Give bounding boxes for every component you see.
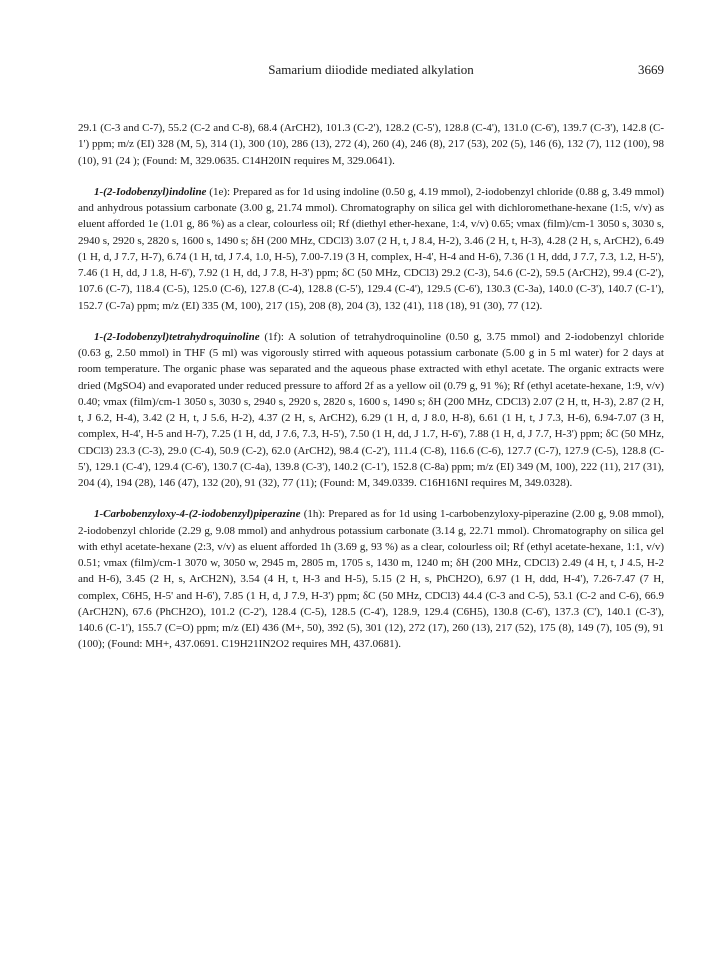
paragraph-text: 29.1 (C-3 and C-7), 55.2 (C-2 and C-8), 68.4 (ArCH2), 101.3 (C-2'), 128.2 (C-5'), 128.8 (C-4'), 131.0 (C-6'), 139.7 (C-3'), 142.8 (C-1') ppm; m/z (EI) 328 (M, 5), 314 (1), 300 (10), 286 (13), 272 (4), 260 (4), 246 (8), 217 (53), 202 (5), 146 (6), 132 (7), 112 (100), 98 (10), 91 (24 ); (Found: M, 329.0635. C14H20IN requires M, 329.0641). [78,122,664,167]
compound-name: 1-Carbobenzyloxy-4-(2-iodobenzyl)piperazine [94,508,301,521]
paragraph-1e [78,184,664,314]
compound-name: 1-(2-Iodobenzyl)tetrahydroquinoline [94,330,260,343]
paragraph-text: (1f): A solution of tetrahydroquinoline (0.50 g, 3.75 mmol) and 2-iodobenzyl chloride (0.63 g, 2.50 mmol) in THF (5 ml) was vigorously stirred with aqueous potassium carbonate (5.00 g in 5 ml water) for 2 days at room temperature. The organic phase was separated and the aqueous phase extracted with ethyl acetate. The organic extracts were dried (MgSO4) and evaporated under reduced pressure to afford 2f as a yellow oil (0.79 g, 91 %); Rf (ethyl acetate-hexane, 1:9, v/v) 0.40; νmax (film)/cm-1 3050 s, 3030 s, 2940 s, 2920 s, 2820 s, 1600 s, 1490 s; δH (200 MHz, CDCl3) 2.07 (2 H, tt, H-3), 2.87 (2 H, t, J 6.2, H-4), 3.42 (2 H, t, J 5.6, H-2), 4.37 (2 H, s, ArCH2), 6.29 (1 H, d, J 8.0, H-8), 6.61 (1 H, t, J 7.3, H-6), 6.94-7.07 (3 H, complex, H-4', H-5 and H-7), 7.25 (1 H, dd, J 7.6, 7.3, H-5'), 7.50 (1 H, dd, J 1.7, H-6'), 7.88 (1 H, d, J 7.7, H-3') ppm; δC (50 MHz, CDCl3) 23.3 (C-3), 29.0 (C-4), 50.9 (C-2), 62.0 (ArCH2), 98.4 (C-2'), 111.4 (C-8), 116.6 (C-6), 127.7 (C-7), 127.9 (C-5), 128.8 (C-5'), 129.1 (C-4'), 129.4 (C-6'), 130.7 (C-4a), 139.8 (C-3'), 140.2 (C-1'), 152.8 (C-8a) ppm; m/z (EI) 349 (M, 100), 222 (11), 217 (31), 204 (4), 194 (28), 146 (47), 132 (20), 91 (32), 77 (11); (Found: M, 349.0339. C16H16NI requires M, 349.0328). [78,330,664,489]
compound-name: 1-(2-Iodobenzyl)indoline [94,185,207,198]
paragraph-continuation [78,120,664,169]
running-header [78,62,664,82]
article-body [78,120,664,668]
paragraph-1f [78,329,664,492]
paragraph-text: (1e): Prepared as for 1d using indoline (0.50 g, 4.19 mmol), 2-iodobenzyl chloride (0.88 g, 3.49 mmol) and anhydrous potassium carbonate (3.00 g, 21.74 mmol). Chromatography on silica gel with dichloromethane-hexane (1:5, v/v) as eluent afforded 1e (1.01 g, 86 %) as a clear, colourless oil; Rf (diethyl ether-hexane, 1:4, v/v) 0.65; νmax (film)/cm-1 3050 s, 3030 s, 2940 s, 2920 s, 2820 s, 1600 s, 1490 s; δH (200 MHz, CDCl3) 3.07 (2 H, t, J 8.4, H-2), 3.46 (2 H, t, H-3), 4.28 (2 H, s, ArCH2), 6.49 (1 H, d, J 7.7, H-7), 6.74 (1 H, td, J 7.4, 1.0, H-5), 7.00-7.19 (3 H, complex, H-4', H-4 and H-6), 7.36 (1 H, ddd, J 7.7, 7.3, 1.2, H-5'), 7.46 (1 H, dd, J 1.8, H-6'), 7.92 (1 H, dd, J 7.8, H-3') ppm; δC (50 MHz, CDCl3) 29.2 (C-3), 54.6 (C-2), 59.5 (ArCH2), 99.4 (C-2'), 107.6 (C-7), 118.4 (C-5), 125.0 (C-6), 127.8 (C-4), 128.8 (C-5'), 129.4 (C-4'), 129.5 (C-6'), 130.3 (C-3a), 140.0 (C-3'), 140.7 (C-1'), 152.7 (C-7a) ppm; m/z (EI) 335 (M, 100), 217 (15), 208 (8), 204 (3), 132 (41), 118 (18), 91 (30), 77 (12). [78,185,664,312]
page-number: 3669 [638,62,664,77]
running-title: Samarium diiodide mediated alkylation [268,62,474,77]
paragraph-text: (1h): Prepared as for 1d using 1-carbobenzyloxy-piperazine (2.00 g, 9.08 mmol), 2-iodobenzyl chloride (2.29 g, 9.08 mmol) and anhydrous potassium carbonate (3.14 g, 22.71 mmol). Chromatography on silica gel with ethyl acetate-hexane (2:3, v/v) as eluent afforded 1h (3.69 g, 93 %) as a clear, colourless oil; Rf (ethyl acetate-hexane, 1:1, v/v) 0.51; νmax (film)/cm-1 3070 w, 3050 w, 2945 m, 2805 m, 1705 s, 1430 m, 1240 m; δH (200 MHz, CDCl3) 2.49 (4 H, t, J 4.5, H-2 and H-6), 3.45 (2 H, s, ArCH2N), 3.54 (4 H, t, H-3 and H-5), 5.15 (2 H, s, PhCH2O), 6.97 (1 H, ddd, H-4'), 7.26-7.47 (7 H, complex, C6H5, H-5' and H-6'), 7.85 (1 H, d, J 7.9, H-3') ppm; δC (50 MHz, CDCl3) 44.4 (C-3 and C-5), 53.1 (C-2 and C-6), 66.9 (ArCH2N), 67.6 (PhCH2O), 101.2 (C-2'), 128.4 (C-5), 128.5 (C-4'), 128.9, 129.4 (C6H5), 130.8 (C-6'), 137.3 (C'), 140.1 (C-3'), 140.6 (C-1'), 155.7 (C=O) ppm; m/z (EI) 436 (M+, 50), 392 (5), 301 (12), 272 (17), 260 (13), 217 (52), 175 (8), 149 (7), 105 (9), 91 (100); (Found: MH+, 437.0691. C19H21IN2O2 requires MH, 437.0681). [78,508,664,651]
paragraph-1h [78,506,664,652]
